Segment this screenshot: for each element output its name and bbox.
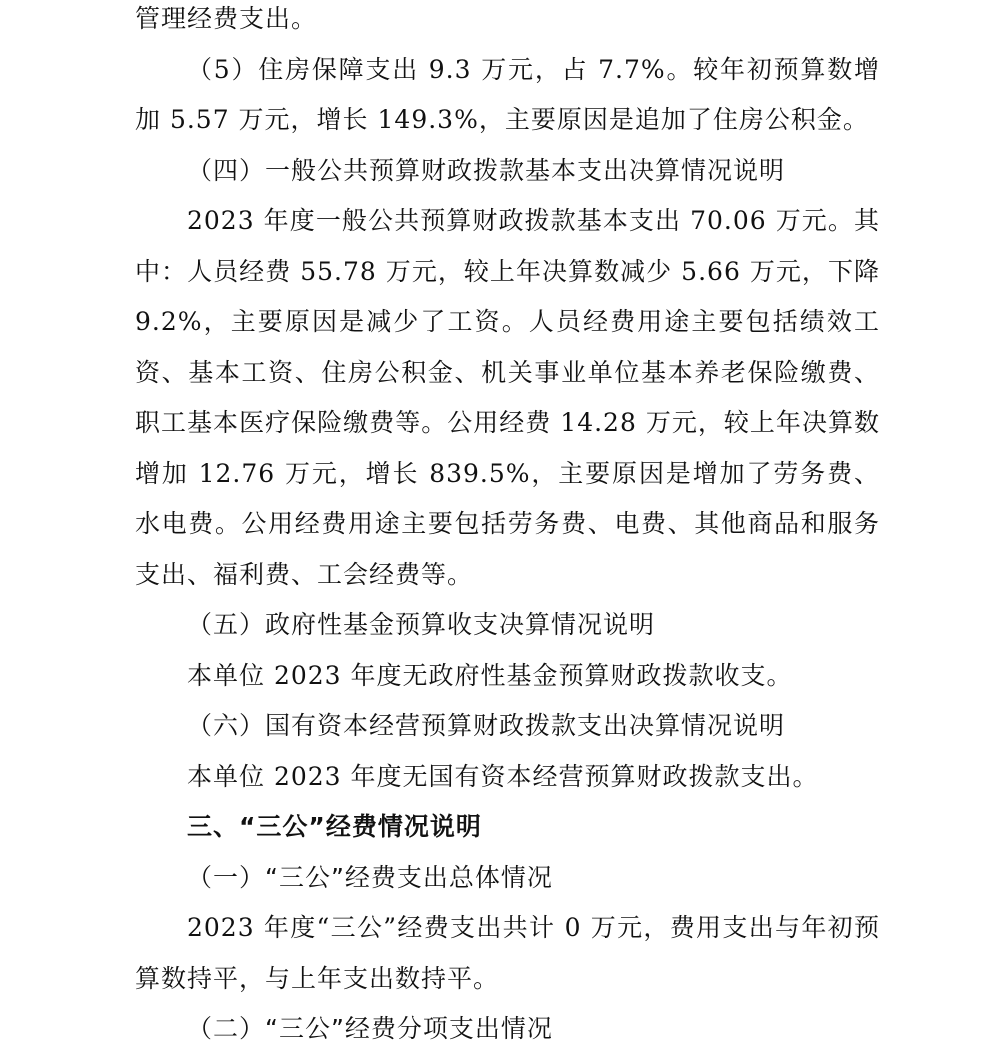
section-heading-three-public-total: （一）“三公”经费支出总体情况 <box>187 862 553 892</box>
paragraph-three-public-total: 2023 年度“三公”经费支出共计 0 万元，费用支出与年初预算数持平，与上年支出数持平。 <box>135 913 880 993</box>
section-heading-three-public-items: （二）“三公”经费分项支出情况 <box>187 1014 553 1043</box>
paragraph-housing-expense: （5）住房保障支出 9.3 万元，占 7.7%。较年初预算数增加 5.57 万元，增长 149.3%，主要原因是追加了住房公积金。 <box>135 54 880 134</box>
section-heading-government-fund: （五）政府性基金预算收支决算情况说明 <box>187 610 656 639</box>
paragraph-state-capital: 本单位 2023 年度无国有资本经营预算财政拨款支出。 <box>187 761 819 791</box>
section-heading-state-capital: （六）国有资本经营预算财政拨款支出决算情况说明 <box>187 711 786 740</box>
document-page <box>135 0 880 1055</box>
section-heading-basic-expense: （四）一般公共预算财政拨款基本支出决算情况说明 <box>187 155 786 185</box>
paragraph-government-fund: 本单位 2023 年度无政府性基金预算财政拨款收支。 <box>187 660 793 690</box>
paragraph-basic-expense: 2023 年度一般公共预算财政拨款基本支出 70.06 万元。其中：人员经费 55.78 万元，较上年决算数减少 5.66 万元，下降 9.2%，主要原因是减少了工资。人员经费用途主要包括绩效工资、基本工资、住房公积金、机关事业单位基本养老保险缴费、职工基本医疗保险缴费等。公用经费 14.28 万元，较上年决算数增加 12.76 万元，增长 839.5%，主要原因是增加了劳务费、水电费。公用经费用途主要包括劳务费、电费、其他商品和服务支出、福利费、工会经费等。 <box>135 206 880 589</box>
paragraph-continuation: 管理经费支出。 <box>135 4 318 33</box>
chapter-heading-three-public: 三、“三公”经费情况说明 <box>187 812 482 841</box>
